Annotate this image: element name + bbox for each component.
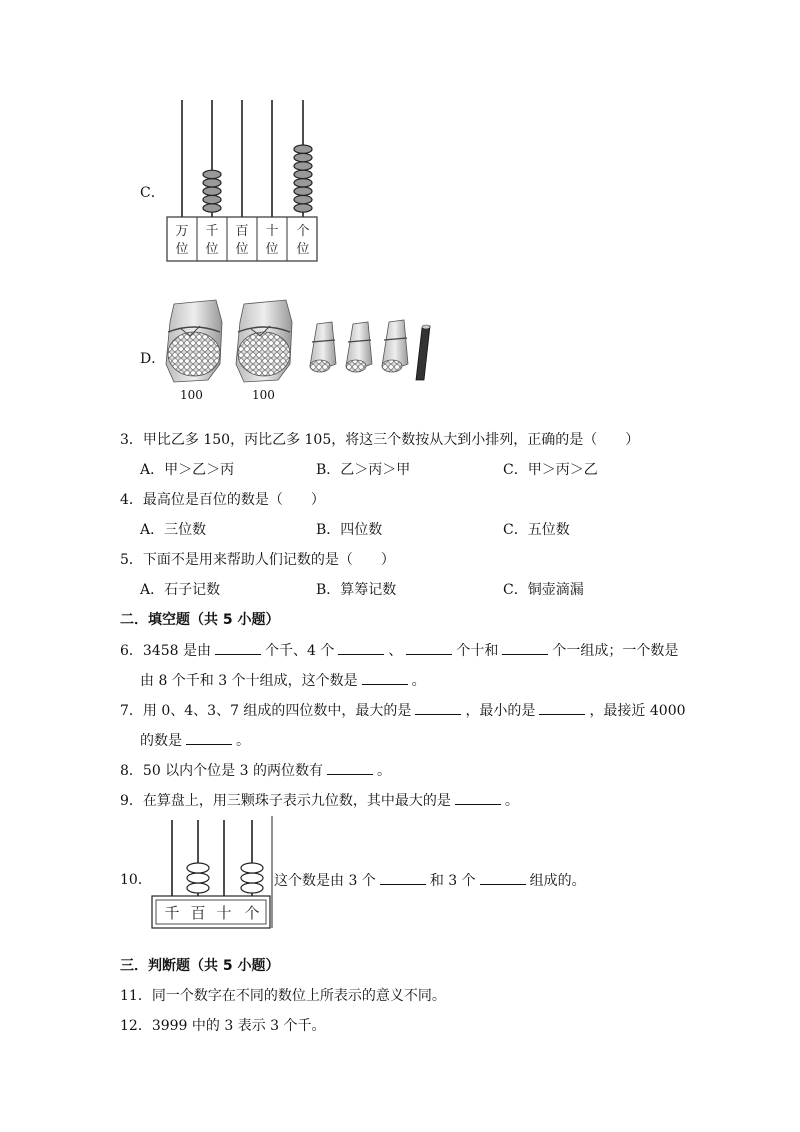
- q8-text-1: 8．50 以内个位是 3 的两位数有: [120, 763, 323, 779]
- place-qian-1: 千: [205, 224, 219, 239]
- section-fill-in-title: 二．填空题（共 5 小题）: [120, 612, 280, 628]
- q10-place-ge: 个: [244, 904, 260, 922]
- q10-text-1: 这个数是由 3 个: [274, 873, 376, 889]
- q6-blank-3[interactable]: [406, 640, 452, 655]
- q6-line2: [140, 670, 426, 691]
- abacus-c: [160, 95, 325, 265]
- q6-text-2: 个千、4 个: [265, 643, 335, 659]
- q10-place-bai: 百: [190, 904, 206, 922]
- q3-stem: 3．甲比乙多 150，丙比乙多 105，将这三个数按从大到小排列，正确的是（ ）: [120, 432, 640, 448]
- q3-option-c: C．甲＞丙＞乙: [503, 462, 598, 478]
- abacus-q10: [148, 812, 274, 932]
- q6-line1: [120, 640, 678, 661]
- place-wan-1: 万: [175, 224, 189, 239]
- q10-line: [274, 870, 586, 891]
- abacus-c-bead: [203, 179, 221, 187]
- q5-option-a: A．石子记数: [140, 582, 221, 598]
- q7-text-4: 的数是: [140, 733, 182, 749]
- q10-blank-2[interactable]: [480, 870, 526, 885]
- abacus-c-bead: [294, 170, 312, 178]
- q7-line1: [120, 700, 686, 721]
- q4-option-b: B．四位数: [316, 522, 383, 538]
- abacus-c-bead: [294, 204, 312, 212]
- q6-blank-2[interactable]: [338, 640, 384, 655]
- abacus-c-bead: [203, 195, 221, 203]
- q9-line: [120, 790, 519, 811]
- q7-text-2: ，最小的是: [465, 703, 536, 719]
- q5-stem: 5．下面不是用来帮助人们记数的是（ ）: [120, 552, 395, 568]
- place-wan-2: 位: [175, 242, 189, 257]
- abacus-c-bead: [203, 204, 221, 212]
- place-ge-1: 个: [296, 224, 310, 239]
- q10-text-2: 和 3 个: [429, 873, 476, 889]
- place-bai-1: 百: [235, 224, 249, 239]
- abacus-q10-bead: [241, 883, 263, 893]
- q5-option-b: B．算筹记数: [316, 582, 397, 598]
- q6-blank-4[interactable]: [502, 640, 548, 655]
- q7-text-5: 。: [236, 733, 250, 749]
- q4-option-c: C．五位数: [503, 522, 570, 538]
- q6-text-3: 、: [388, 643, 403, 659]
- option-c-label: C．: [140, 185, 165, 201]
- q9-text-1: 9．在算盘上，用三颗珠子表示九位数，其中最大的是: [120, 793, 451, 809]
- bundle-label-2: 100: [252, 388, 275, 402]
- abacus-c-bead: [203, 170, 221, 178]
- q6-text-7: 。: [411, 673, 426, 689]
- abacus-c-bead: [294, 153, 312, 161]
- q3-option-a: A．甲＞乙＞丙: [140, 462, 235, 478]
- stick-bundles-d: [160, 292, 445, 392]
- q3-option-b: B．乙＞丙＞甲: [316, 462, 411, 478]
- place-bai-2: 位: [235, 242, 249, 257]
- q9-text-2: 。: [504, 793, 519, 809]
- q5-option-c: C．铜壶滴漏: [503, 582, 584, 598]
- abacus-c-bead: [294, 179, 312, 187]
- abacus-c-bead: [203, 187, 221, 195]
- q10-number: 10．: [120, 872, 152, 888]
- q6-text-6: 由 8 个千和 3 个十组成，这个数是: [140, 673, 358, 689]
- q7-text-3: ，最接近 4000: [589, 703, 686, 719]
- q6-text-5: 个一组成；一个数是: [552, 643, 679, 659]
- q10-place-shi: 十: [216, 904, 232, 922]
- place-qian-2: 位: [205, 242, 219, 257]
- q4-stem: 4．最高位是百位的数是（ ）: [120, 492, 325, 508]
- q11-stem: 11．同一个数字在不同的数位上所表示的意义不同。: [120, 988, 446, 1004]
- q6-text-1: 6．3458 是由: [120, 643, 211, 659]
- abacus-q10-bead: [187, 883, 209, 893]
- q8-line: [120, 760, 391, 781]
- q12-stem: 12．3999 中的 3 表示 3 个千。: [120, 1018, 326, 1034]
- abacus-q10-bead: [241, 873, 263, 883]
- abacus-q10-bead: [241, 863, 263, 873]
- q6-blank-5[interactable]: [362, 670, 408, 685]
- q10-place-qian: 千: [164, 904, 180, 922]
- q4-option-a: A．三位数: [140, 522, 207, 538]
- abacus-c-bead: [294, 195, 312, 203]
- abacus-c-bead: [294, 187, 312, 195]
- q10-text-3: 组成的。: [529, 873, 586, 889]
- q7-text-1: 7．用 0、4、3、7 组成的四位数中，最大的是: [120, 703, 412, 719]
- q6-text-4: 个十和: [456, 643, 499, 659]
- q7-blank-3[interactable]: [186, 730, 232, 745]
- q9-blank-1[interactable]: [455, 790, 501, 805]
- place-shi-2: 位: [265, 242, 279, 257]
- abacus-c-bead: [294, 162, 312, 170]
- q8-text-2: 。: [376, 763, 391, 779]
- abacus-q10-bead: [187, 873, 209, 883]
- q6-blank-1[interactable]: [215, 640, 261, 655]
- q7-blank-1[interactable]: [415, 700, 461, 715]
- bundle-label-1: 100: [180, 388, 203, 402]
- option-d-label: D．: [140, 351, 166, 367]
- place-shi-1: 十: [265, 224, 279, 239]
- q10-blank-1[interactable]: [380, 870, 426, 885]
- abacus-q10-bead: [187, 863, 209, 873]
- place-ge-2: 位: [296, 242, 310, 257]
- section-judgement-title: 三．判断题（共 5 小题）: [120, 958, 280, 974]
- abacus-c-bead: [294, 145, 312, 153]
- q7-blank-2[interactable]: [539, 700, 585, 715]
- q8-blank-1[interactable]: [327, 760, 373, 775]
- q7-line2: [140, 730, 250, 751]
